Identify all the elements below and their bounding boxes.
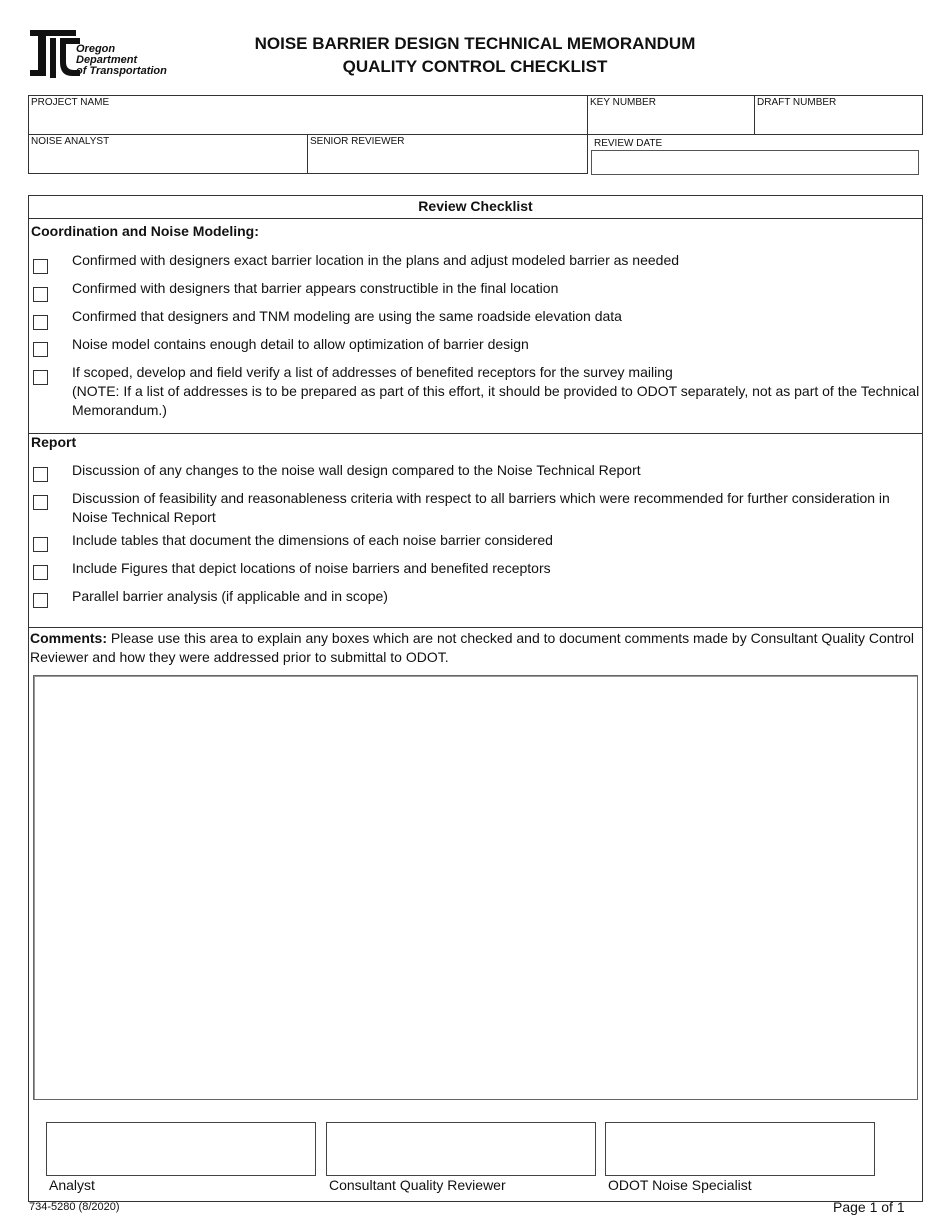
project-name-label: PROJECT NAME xyxy=(31,97,110,108)
checklist-item: Confirmed with designers that barrier appears constructible in the final location xyxy=(72,280,559,296)
checklist-header: Review Checklist xyxy=(28,195,923,219)
comments-textarea[interactable] xyxy=(33,675,918,1100)
draft-number-field[interactable] xyxy=(754,95,923,135)
checkbox-item-5[interactable] xyxy=(33,370,48,385)
draft-number-label: DRAFT NUMBER xyxy=(757,97,837,108)
checkbox-item-9[interactable] xyxy=(33,565,48,580)
checklist-item-note: (NOTE: If a list of addresses is to be prepared as part of this effort, it should be provided to ODOT separately, not as part of the Technical Memorandum.) xyxy=(72,383,920,418)
checkbox-item-1[interactable] xyxy=(33,259,48,274)
section-divider xyxy=(28,627,923,628)
checklist-item: Discussion of any changes to the noise wall design compared to the Noise Technical Report xyxy=(72,462,641,478)
checklist-item: Include Figures that depict locations of noise barriers and benefited receptors xyxy=(72,560,551,576)
checklist-item: Noise model contains enough detail to allow optimization of barrier design xyxy=(72,336,529,352)
comments-instructions xyxy=(30,629,920,667)
noise-analyst-field[interactable] xyxy=(28,134,308,174)
analyst-signature-box[interactable] xyxy=(46,1122,316,1176)
senior-reviewer-label: SENIOR REVIEWER xyxy=(310,136,405,147)
checklist-item: Parallel barrier analysis (if applicable and in scope) xyxy=(72,588,388,604)
project-name-field[interactable] xyxy=(28,95,588,135)
senior-reviewer-field[interactable] xyxy=(307,134,588,174)
odot-specialist-signature-label: ODOT Noise Specialist xyxy=(608,1177,752,1193)
checklist-item: Confirmed with designers exact barrier location in the plans and adjust modeled barrier as needed xyxy=(72,252,680,268)
consultant-reviewer-signature-box[interactable] xyxy=(326,1122,596,1176)
checkbox-item-4[interactable] xyxy=(33,342,48,357)
comments-text: Please use this area to explain any boxes which are not checked and to document comments made by Consultant Quality Control Reviewer and how they were addressed prior to submittal to ODOT. xyxy=(30,630,915,665)
checklist-item: Confirmed that designers and TNM modeling are using the same roadside elevation data xyxy=(72,308,622,324)
section-report-title: Report xyxy=(31,434,77,450)
key-number-field[interactable] xyxy=(587,95,755,135)
checkbox-item-10[interactable] xyxy=(33,593,48,608)
analyst-signature-label: Analyst xyxy=(49,1177,95,1193)
consultant-reviewer-signature-label: Consultant Quality Reviewer xyxy=(329,1177,506,1193)
checkbox-item-6[interactable] xyxy=(33,467,48,482)
checkbox-item-2[interactable] xyxy=(33,287,48,302)
comments-label: Comments: xyxy=(30,630,108,646)
noise-analyst-label: NOISE ANALYST xyxy=(31,136,110,147)
form-title: NOISE BARRIER DESIGN TECHNICAL MEMORANDUM xyxy=(254,34,696,53)
review-date-input[interactable] xyxy=(591,150,919,175)
section-divider xyxy=(28,433,923,434)
logo-text: Oregon Department of Transportation xyxy=(76,43,167,77)
review-date-label: REVIEW DATE xyxy=(594,138,663,149)
checkbox-item-7[interactable] xyxy=(33,495,48,510)
odot-specialist-signature-box[interactable] xyxy=(605,1122,875,1176)
checklist-item: Discussion of feasibility and reasonableness criteria with respect to all barriers which were recommended for further consideration in Noise Technical Report xyxy=(72,490,890,525)
checkbox-item-8[interactable] xyxy=(33,537,48,552)
form-number: 734-5280 (8/2020) xyxy=(29,1201,120,1213)
page-number: Page 1 of 1 xyxy=(833,1199,905,1215)
checklist-item: Include tables that document the dimensions of each noise barrier considered xyxy=(72,532,553,548)
checkbox-item-3[interactable] xyxy=(33,315,48,330)
form-subtitle: QUALITY CONTROL CHECKLIST xyxy=(342,57,608,76)
checklist-item: If scoped, develop and field verify a list of addresses of benefited receptors for the survey mailing xyxy=(72,364,673,380)
section-coordination-title: Coordination and Noise Modeling: xyxy=(31,223,259,239)
key-number-label: KEY NUMBER xyxy=(590,97,656,108)
